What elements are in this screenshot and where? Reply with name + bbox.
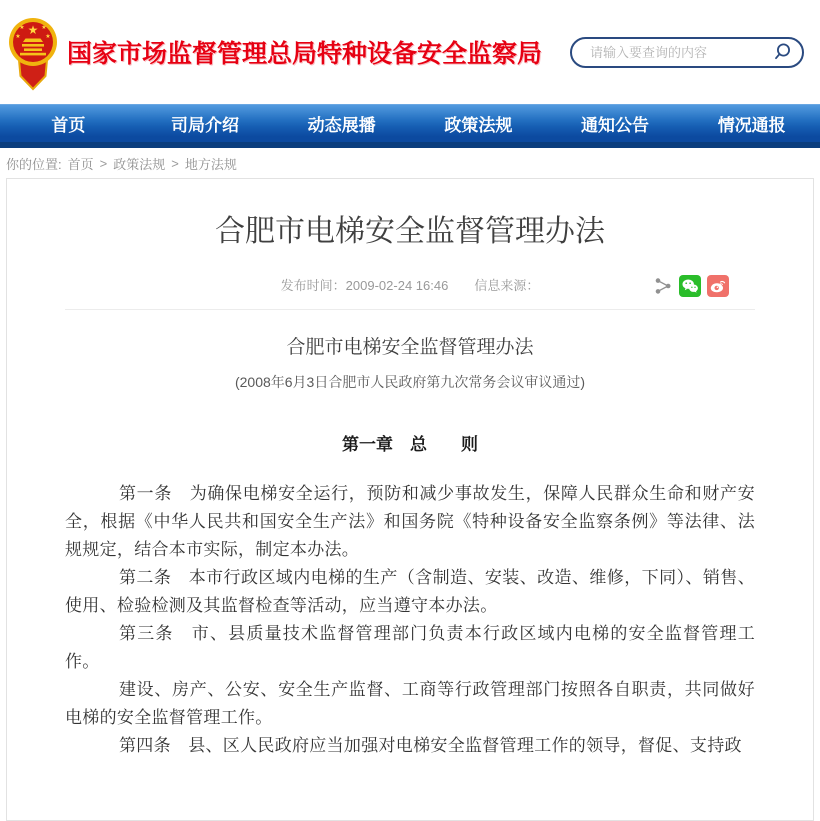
breadcrumb-label: 你的位置: — [6, 156, 62, 172]
nav-item-home[interactable]: 首页 — [0, 105, 137, 142]
breadcrumb-separator: > — [99, 155, 108, 171]
article-paragraph: 第二条 本市行政区域内电梯的生产（含制造、安装、改造、维修，下同）、销售、使用、检验检测及其监督检查等活动，应当遵守本办法。 — [65, 568, 755, 615]
nav-item-bureau-intro[interactable]: 司局介绍 — [137, 105, 274, 142]
article-container — [6, 178, 814, 821]
nav-item-policies[interactable]: 政策法规 — [410, 105, 547, 142]
share-button[interactable] — [653, 276, 673, 296]
svg-text:★: ★ — [27, 23, 39, 37]
article-paragraph: 第四条 县、区人民政府应当加强对电梯安全监督管理工作的领导，督促、支持政 — [119, 736, 742, 755]
svg-text:★: ★ — [19, 25, 25, 31]
article-paragraph: 建设、房产、公安、安全生产监督、工商等行政管理部门按照各自职责，共同做好电梯的安全监督管理工作。 — [65, 680, 755, 727]
chapter-heading: 第一章 总 则 — [342, 435, 478, 454]
national-emblem-logo — [8, 14, 58, 94]
weibo-icon — [710, 279, 726, 293]
main-nav — [0, 104, 820, 148]
article-paragraph: 第三条 市、县质量技术监督管理部门负责本行政区域内电梯的安全监督管理工作。 — [65, 624, 755, 671]
article-body — [65, 480, 755, 760]
wechat-icon — [682, 279, 698, 293]
breadcrumb-separator: > — [171, 155, 179, 171]
breadcrumb-home[interactable]: 首页 — [67, 156, 94, 172]
breadcrumb-local-regulations[interactable]: 地方法规 — [184, 156, 237, 172]
search-box — [570, 37, 804, 68]
site-header — [0, 0, 820, 104]
article-approval-note: (2008年6月3日合肥市人民政府第九次常务会议审议通过) — [234, 374, 586, 390]
article-meta-row — [65, 274, 755, 298]
nav-item-news[interactable]: 动态展播 — [273, 105, 410, 142]
search-input[interactable] — [588, 44, 772, 61]
page-title: 合肥市电梯安全监督管理办法 — [215, 215, 605, 248]
wechat-share-button[interactable] — [679, 275, 701, 297]
svg-text:★: ★ — [45, 34, 51, 40]
breadcrumb-policies[interactable]: 政策法规 — [113, 156, 166, 172]
article-paragraph: 第一条 为确保电梯安全运行，预防和减少事故发生，保障人民群众生命和财产安全，根据《中华人民共和国安全生产法》和国务院《特种设备安全监察条例》等法律、法规规定，结合本市实际，制定本办法。 — [65, 484, 755, 559]
share-nodes-icon — [653, 276, 673, 296]
search-icon — [772, 42, 792, 62]
search-button[interactable] — [772, 42, 792, 62]
breadcrumb — [0, 148, 820, 178]
publish-time-label: 发布时间： — [280, 278, 346, 293]
svg-text:★: ★ — [41, 25, 47, 31]
nav-item-notices[interactable]: 通知公告 — [547, 105, 684, 142]
article-subtitle: 合肥市电梯安全监督管理办法 — [286, 337, 534, 358]
svg-text:★: ★ — [15, 34, 21, 40]
nav-item-reports[interactable]: 情况通报 — [683, 105, 820, 142]
weibo-share-button[interactable] — [707, 275, 729, 297]
share-toolbar — [653, 275, 729, 297]
meta-divider — [65, 309, 755, 310]
article-meta — [65, 274, 755, 298]
site-title: 国家市场监督管理总局特种设备安全监察局 — [67, 40, 543, 68]
source-label: 信息来源： — [474, 278, 540, 293]
publish-time-value: 2009-02-24 16:46 — [345, 278, 449, 293]
